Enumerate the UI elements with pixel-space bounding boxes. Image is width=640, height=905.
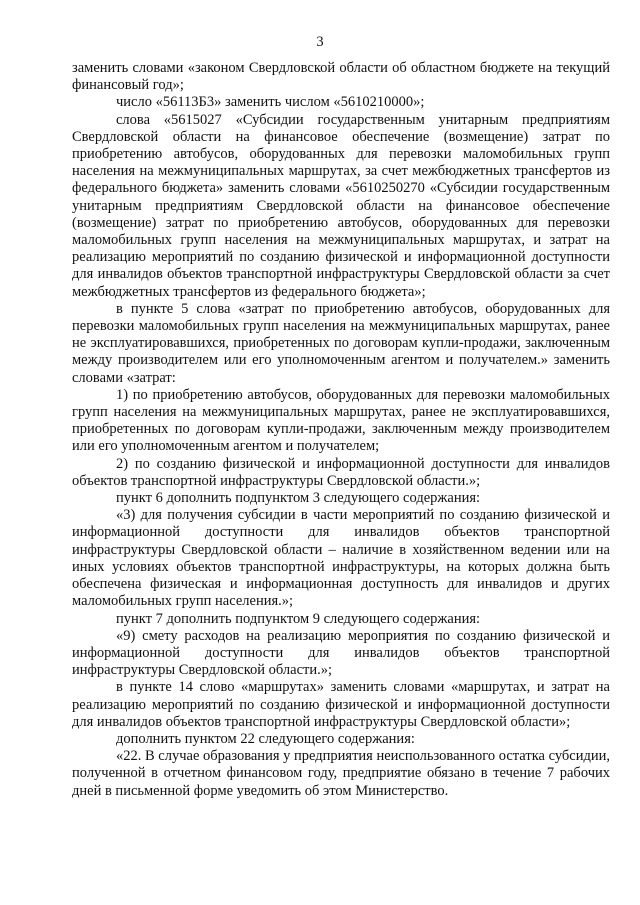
paragraph: слова «5615027 «Субсидии государственным унитарным предприятиям Свердловской области на финансовое обеспечение (возмещение) затрат по приобретению автобусов, оборудованных для перевозки маломобильных групп населения на межмуниципальных маршрутах, за счет межбюджетных трансфертов из федерального бюджета» заменить словами «5610250270 «Субсидии государственным унитарным предприятиям Свердловской области на финансовое обеспечение (возмещение) затрат по приобретению автобусов, оборудованных для перевозки маломобильных групп населения на межмуниципальных маршрутах, и затрат на реализацию мероприятий по созданию физической и информационной доступности для инвалидов объектов транспортной инфраструктуры Свердловской области за счет межбюджетных трансфертов из федерального бюджета»; [72, 111, 610, 300]
paragraph: пункт 6 дополнить подпунктом 3 следующего содержания: [116, 490, 481, 507]
paragraph: число «56113Б3» заменить числом «5610210000»; [116, 94, 425, 111]
paragraph: пункт 7 дополнить подпунктом 9 следующего содержания: [116, 610, 481, 627]
page-number: 3 [316, 34, 324, 50]
paragraph: в пункте 14 слово «маршрутах» заменить словами «маршрутах, и затрат на реализацию мероприятий по созданию физической и информационной доступности для инвалидов объектов транспортной инфраструктуры Свердловской области»; [72, 679, 610, 730]
paragraph: 2) по созданию физической и информационной доступности для инвалидов объектов транспортной инфраструктуры Свердловской области.»; [72, 455, 610, 489]
paragraph: дополнить пунктом 22 следующего содержания: [116, 730, 415, 747]
paragraph: «9) смету расходов на реализацию мероприятия по созданию физической и информационной доступности для инвалидов объектов транспортной инфраструктуры Свердловской области.»; [72, 627, 610, 679]
paragraph: 1) по приобретению автобусов, оборудованных для перевозки маломобильных групп населения на межмуниципальных маршрутах, ранее не эксплуатировавшихся, приобретенных по договорам купли-продажи, заключенным между производителем или его уполномоченным агентом и получателем; [72, 386, 610, 455]
paragraph: заменить словами «законом Свердловской области об областном бюджете на текущий финансовый год»; [72, 60, 610, 94]
paragraph: «3) для получения субсидии в части мероприятий по созданию физической и информационной доступности для инвалидов объектов транспортной инфраструктуры Свердловской области – наличие в хозяйственном ведении или на иных условиях объектов транспортной инфраструктуры, на которых должна быть обеспечена физическая и информационная доступность для инвалидов и других маломобильных групп населения.»; [72, 507, 610, 610]
document-body [72, 60, 610, 800]
paragraph: «22. В случае образования у предприятия неиспользованного остатка субсидии, полученной в отчетном финансовом году, предприятие обязано в течение 7 рабочих дней в письменной форме уведомить об этом Министерство. [72, 748, 610, 799]
paragraph: в пункте 5 слова «затрат по приобретению автобусов, оборудованных для перевозки маломобильных групп населения на межмуниципальных маршрутах, ранее не эксплуатировавшихся, приобретенных по договорам купли-продажи, заключенным между производителем или его уполномоченным агентом и получателем.» заменить словами «затрат: [72, 300, 610, 386]
